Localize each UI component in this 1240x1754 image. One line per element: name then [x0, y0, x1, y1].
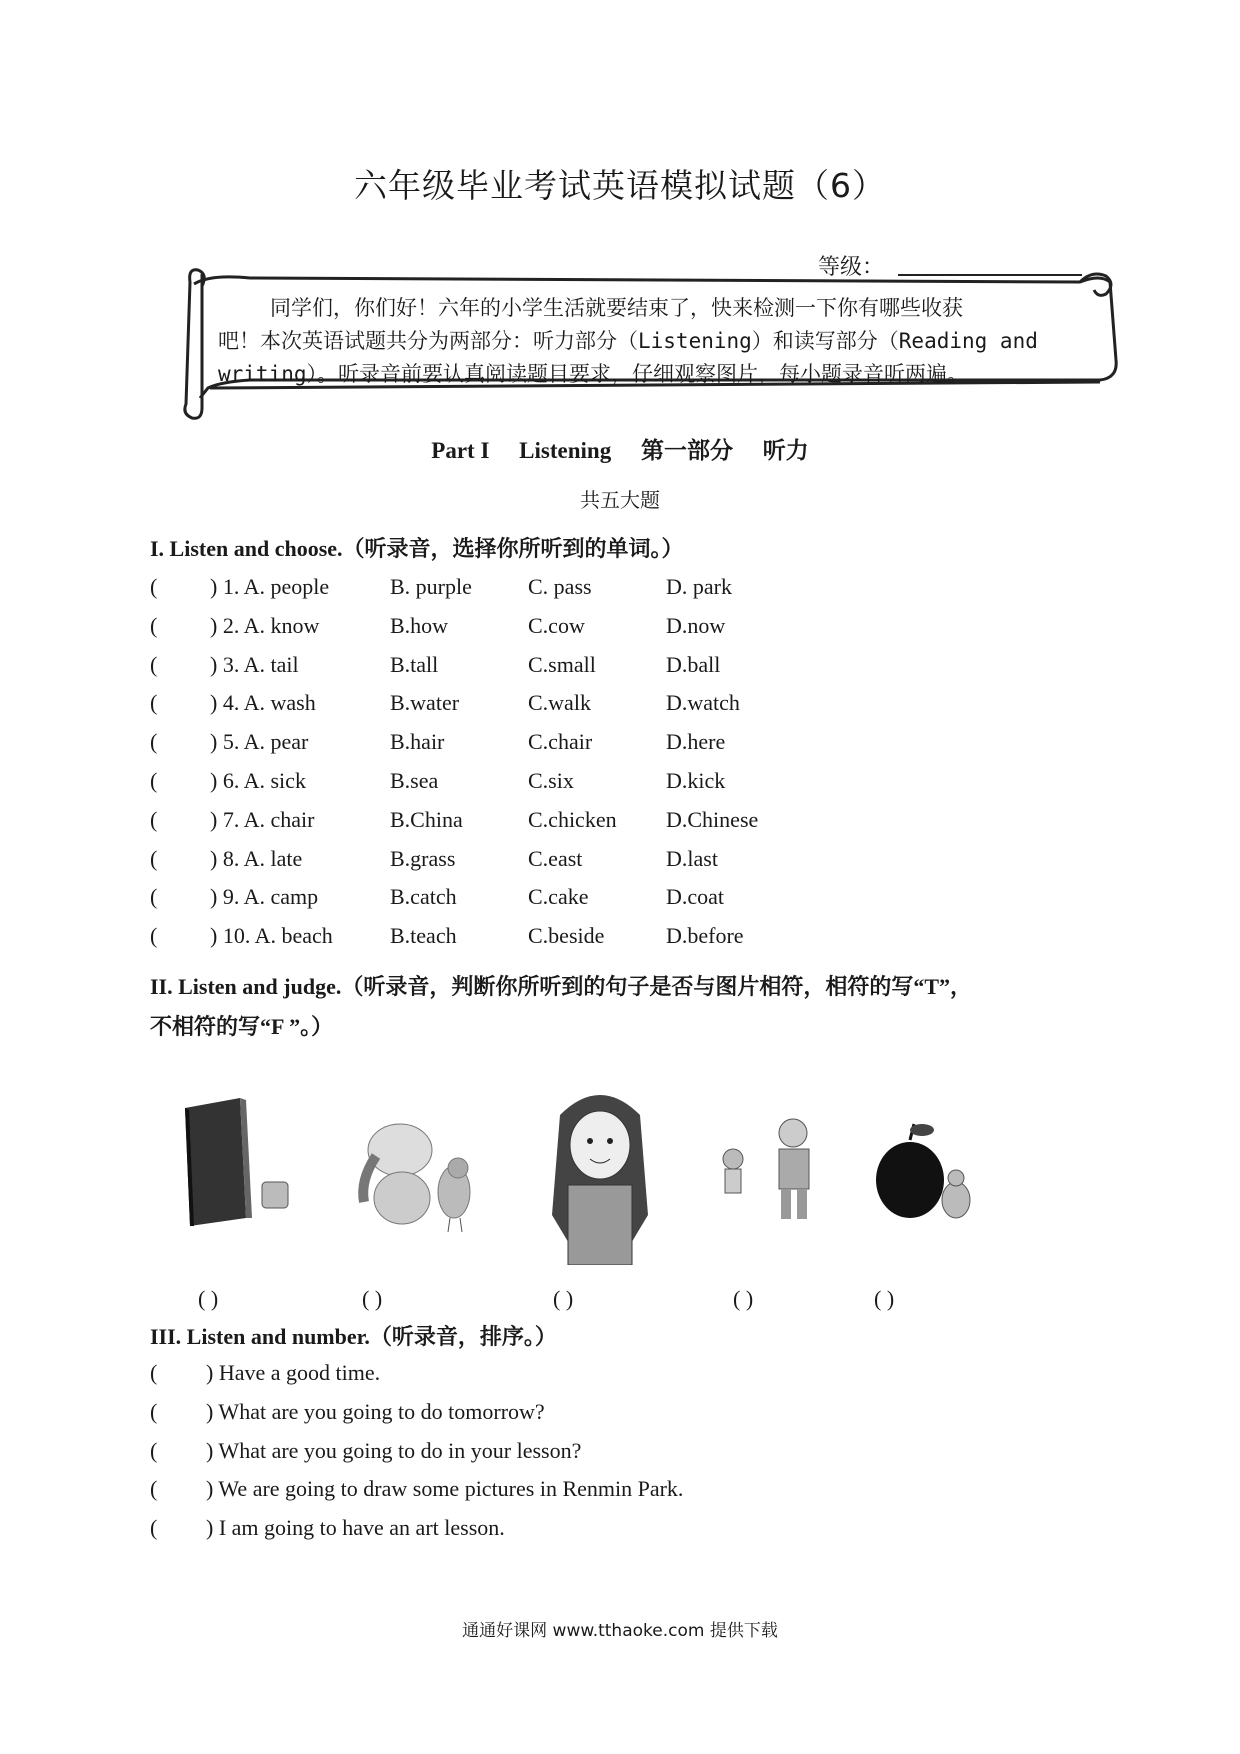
question-option-c: C.chicken	[528, 806, 617, 832]
answer-blank[interactable]: ( )	[553, 1286, 574, 1311]
question-option-b: B.sea	[390, 768, 439, 793]
section1-heading: I. Listen and choose.（听录音，选择你所听到的单词。）	[150, 536, 684, 561]
question-option-a: ) 1. A. people	[210, 574, 330, 599]
answer-blank[interactable]: (	[150, 1476, 158, 1502]
sequence-row	[150, 1476, 950, 1508]
answer-blank[interactable]: (	[150, 845, 158, 871]
sequence-sentence: ) We are going to draw some pictures in Renmin Park.	[206, 1476, 684, 1502]
question-option-d: D.ball	[666, 651, 721, 677]
answer-blank[interactable]: (	[150, 768, 158, 793]
question-option-b: B.teach	[390, 923, 457, 949]
footer: 通通好课网 www.tthaoke.com 提供下载	[462, 1621, 778, 1641]
answer-blank[interactable]: ( )	[874, 1286, 895, 1311]
question-option-c: C.cow	[528, 612, 585, 638]
question-option-b: B.tall	[390, 651, 439, 677]
answer-blank[interactable]: ( )	[198, 1286, 219, 1311]
answer-blank[interactable]: (	[150, 574, 158, 599]
question-option-c: C.cake	[528, 884, 589, 910]
answer-blank[interactable]: (	[150, 1398, 158, 1424]
intro-text	[218, 292, 1098, 391]
question-option-c: C.small	[528, 651, 596, 677]
sequence-sentence: ) What are you going to do in your lesson?	[206, 1437, 582, 1463]
part-name: Listening	[519, 438, 612, 463]
question-option-a: ) 7. A. chair	[210, 806, 315, 832]
intro-line: writing）。听录音前要认真阅读题目要求，仔细观察图片，每小题录音听两遍。	[218, 362, 968, 386]
question-option-d: D.before	[666, 923, 744, 949]
question-option-b: B. purple	[390, 574, 472, 599]
question-option-d: D.now	[666, 612, 726, 638]
question-option-a: ) 5. A. pear	[210, 729, 309, 755]
question-option-b: B.water	[390, 690, 460, 716]
section2-heading-line1: II. Listen and judge.（听录音，判断你所听到的句子是否与图片相符，相符的写“T”，	[150, 974, 973, 999]
question-option-b: B.hair	[390, 729, 445, 755]
answer-blank[interactable]: (	[150, 884, 158, 910]
question-option-d: D. park	[666, 574, 732, 599]
elephant-bird-picture	[350, 1110, 500, 1235]
book-eraser-picture	[180, 1090, 300, 1230]
question-option-a: ) 3. A. tail	[210, 651, 299, 677]
question-row	[150, 884, 910, 916]
sequence-row	[150, 1515, 950, 1547]
question-option-a: ) 2. A. know	[210, 612, 320, 638]
sequence-row	[150, 1399, 950, 1431]
question-option-d: D.coat	[666, 884, 725, 910]
question-option-d: D.Chinese	[666, 806, 759, 832]
question-row	[150, 846, 910, 878]
question-option-a: ) 6. A. sick	[210, 768, 306, 793]
question-option-c: C.walk	[528, 690, 591, 716]
intro-line: 吧！本次英语试题共分为两部分：听力部分（Listening）和读写部分（Reading and	[218, 329, 1038, 353]
question-option-c: C.chair	[528, 729, 593, 755]
question-option-b: B.catch	[390, 884, 457, 910]
answer-blank[interactable]: (	[150, 806, 158, 832]
sequence-row	[150, 1360, 950, 1392]
sequence-sentence: ) What are you going to do tomorrow?	[206, 1398, 545, 1424]
answer-blank[interactable]: ( )	[733, 1286, 754, 1311]
grade-label: 等级：	[818, 255, 885, 280]
question-option-d: D.here	[666, 729, 726, 755]
question-row	[150, 729, 910, 761]
answer-blank[interactable]: (	[150, 612, 158, 638]
question-row	[150, 768, 910, 800]
question-option-c: C.beside	[528, 923, 605, 949]
sequence-sentence: ) Have a good time.	[206, 1360, 381, 1385]
question-option-c: C. pass	[528, 574, 592, 599]
question-option-a: ) 10. A. beach	[210, 923, 333, 949]
sequence-sentence: ) I am going to have an art lesson.	[206, 1515, 505, 1541]
part-subtitle: 共五大题	[580, 488, 660, 512]
answer-blank[interactable]: (	[150, 1360, 158, 1385]
page-title: 六年级毕业考试英语模拟试题（6）	[354, 166, 886, 205]
answer-blank[interactable]: ( )	[362, 1286, 383, 1311]
question-option-b: B.grass	[390, 845, 456, 871]
question-option-d: D.last	[666, 845, 718, 871]
answer-blank[interactable]: (	[150, 651, 158, 677]
question-option-b: B.how	[390, 612, 449, 638]
sequence-row	[150, 1438, 950, 1470]
question-row	[150, 923, 910, 955]
part-cn: 第一部分	[640, 438, 733, 463]
intro-line: 同学们，你们好！六年的小学生活就要结束了，快来检测一下你有哪些收获	[270, 296, 963, 320]
answer-blank[interactable]: (	[150, 1437, 158, 1463]
part-number: Part I	[431, 438, 490, 463]
answer-blank[interactable]: (	[150, 1515, 158, 1541]
part-heading	[0, 432, 1240, 465]
children-picture	[715, 1115, 835, 1235]
question-row	[150, 574, 910, 606]
apple-pear-picture	[870, 1110, 980, 1230]
answer-blank[interactable]: (	[150, 923, 158, 949]
question-row	[150, 613, 910, 645]
question-option-c: C.six	[528, 768, 574, 793]
girl-picture	[530, 1075, 670, 1265]
question-option-d: D.kick	[666, 768, 726, 793]
question-row	[150, 807, 910, 839]
section3-heading: III. Listen and number.（听录音，排序。）	[150, 1324, 557, 1349]
question-option-a: ) 9. A. camp	[210, 884, 319, 910]
question-option-d: D.watch	[666, 690, 740, 716]
question-row	[150, 690, 910, 722]
question-option-b: B.China	[390, 806, 463, 832]
section2-heading-line2: 不相符的写“F ”。）	[150, 1014, 334, 1039]
answer-blank[interactable]: (	[150, 729, 158, 755]
answer-blank[interactable]: (	[150, 690, 158, 716]
question-option-a: ) 8. A. late	[210, 845, 303, 871]
question-row	[150, 652, 910, 684]
part-cn-name: 听力	[762, 438, 809, 463]
question-option-a: ) 4. A. wash	[210, 690, 316, 716]
question-option-c: C.east	[528, 845, 583, 871]
